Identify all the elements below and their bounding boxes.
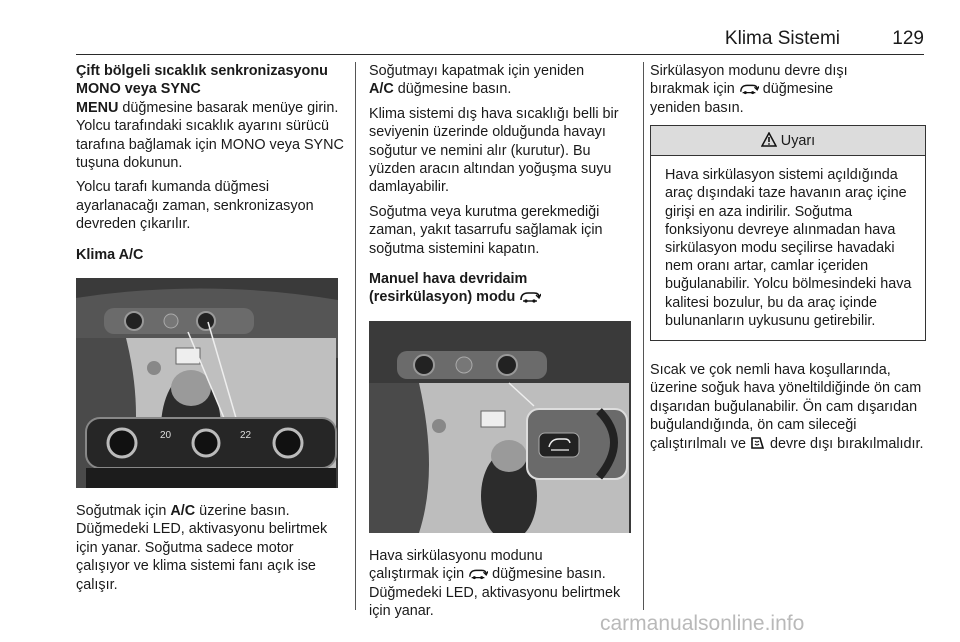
heading-sync bbox=[76, 62, 346, 99]
paragraph-led: Düğmedeki LED, aktivasyonu belirtmek için yanar. Soğutma sadece motor çalışıyor ve klima sistemi fanı açık ise çalışır. bbox=[76, 521, 328, 593]
paragraph-menu bbox=[76, 99, 346, 173]
paragraph-fuel-save: Soğutma veya kurutma gerekmediği zaman, yakıt tasarrufu sağlamak için soğutma sistemini kapatın. bbox=[369, 203, 603, 257]
ac-keyword: A/C bbox=[170, 503, 196, 520]
ac-panel-illustration bbox=[76, 278, 338, 488]
warning-title: Uyarı bbox=[780, 133, 816, 150]
paragraph-ac-press bbox=[76, 502, 346, 520]
paragraph-ac-off bbox=[369, 62, 635, 99]
paragraph-recirc-off bbox=[650, 62, 926, 117]
temp-right-display: 22 bbox=[240, 430, 252, 442]
header-rule bbox=[76, 54, 924, 55]
ac-press-post: üzerine basın. bbox=[195, 503, 290, 520]
recirc-on-line1: Hava sirkülasyonu modunu bbox=[369, 547, 543, 564]
column-1 bbox=[76, 62, 346, 600]
column-divider-1 bbox=[355, 62, 356, 610]
column-divider-2 bbox=[643, 62, 644, 610]
menu-keyword: MENU bbox=[76, 99, 119, 116]
ac-keyword-2: A/C bbox=[369, 81, 394, 98]
ac-panel-photo bbox=[76, 278, 338, 488]
paragraph-windshield bbox=[650, 361, 926, 453]
recirc-off-post: düğmesine bbox=[758, 81, 834, 98]
heading-sync-line2: MONO veya SYNC bbox=[76, 81, 201, 98]
temp-left-display: 20 bbox=[160, 430, 172, 442]
paragraph-recirc-on bbox=[369, 547, 635, 584]
paragraph-sync-off: Yolcu tarafı kumanda düğmesi ayarlanacağı zaman, senkronizasyon devreden çıkarılır. bbox=[76, 179, 314, 233]
heading-recirc-text: (resirkülasyon) modu bbox=[369, 289, 516, 306]
windshield-pre: Sıcak ve çok nemli hava koşullarında, üzerine soğuk hava yöneltildiğinde ön cam dışarıdan buğulanabilir. Ön cam dışarıdan buğulandığında, ön cam sileceği çalıştırılmalı ve bbox=[650, 362, 922, 452]
ac-press-pre: Soğutmak için bbox=[76, 503, 171, 520]
paragraph-dehumidify: Klima sistemi dış hava sıcaklığı belli bir seviyenin üzerinde olduğunda havayı soğutur ve nemini alır (kurutur). Bu yüzden aracın altından yoğuşma suyu damlayabilir. bbox=[369, 105, 619, 196]
paragraph-menu-text: düğmesine basarak menüye girin. Yolcu tarafındaki sıcaklık ayarını sürücü tarafına bağlamak için MONO veya SYNC tuşuna dokunun. bbox=[76, 99, 344, 172]
heading-recirc-line2 bbox=[369, 288, 635, 306]
watermark: carmanualsonline.info bbox=[600, 612, 805, 635]
recirculation-icon bbox=[519, 291, 541, 303]
heading-sync-line1: Çift bölgeli sıcaklık senkronizasyonu bbox=[76, 63, 328, 79]
recirc-on-pre: çalıştırmak için bbox=[369, 566, 469, 583]
recirc-off-line3: yeniden basın. bbox=[650, 99, 744, 116]
recirc-on-post: düğmesine basın. bbox=[488, 566, 606, 583]
heading-recirc-line1: Manuel hava devridaim bbox=[369, 271, 528, 288]
recirc-off-line1: Sirkülasyon modunu devre dışı bbox=[650, 63, 848, 79]
recirc-off-pre: bırakmak için bbox=[650, 81, 739, 98]
heading-ac: Klima A/C bbox=[76, 246, 144, 263]
ac-off-post: düğmesine basın. bbox=[393, 81, 512, 98]
column-3 bbox=[650, 62, 926, 459]
recirculation-icon bbox=[468, 568, 488, 580]
page-header-title: Klima Sistemi bbox=[724, 28, 840, 49]
recirculation-icon bbox=[739, 83, 759, 95]
recirculation-panel-illustration bbox=[369, 321, 631, 533]
recirculation-panel-photo bbox=[369, 321, 631, 533]
warning-header bbox=[651, 126, 925, 156]
ac-off-pre: Soğutmayı kapatmak için yeniden bbox=[369, 63, 585, 79]
page-number: 129 bbox=[892, 28, 924, 49]
warning-text: Hava sirkülasyon sistemi açıldığında araç dışındaki taze havanın araç içine girişi en aza indirilir. Soğutma fonksiyonu devreye alınmadan hava sirkülasyon modu seçilirse havadaki nem oranı artar, camlar içeriden buğulanabilir. Yolcu bölmesindeki hava kalitesi bozulur, bu da araç içinde bulunanların uykusunu getirebilir. bbox=[665, 167, 912, 329]
column-2 bbox=[369, 62, 635, 627]
recirculation-off-icon bbox=[750, 436, 766, 450]
warning-box bbox=[650, 125, 926, 341]
warning-triangle-icon bbox=[761, 132, 777, 147]
heading-recirculation bbox=[369, 270, 635, 307]
windshield-post: devre dışı bırakılmalıdır. bbox=[765, 435, 924, 452]
paragraph-recirc-led: Düğmedeki LED, aktivasyonu belirtmek için yanar. bbox=[369, 584, 621, 620]
